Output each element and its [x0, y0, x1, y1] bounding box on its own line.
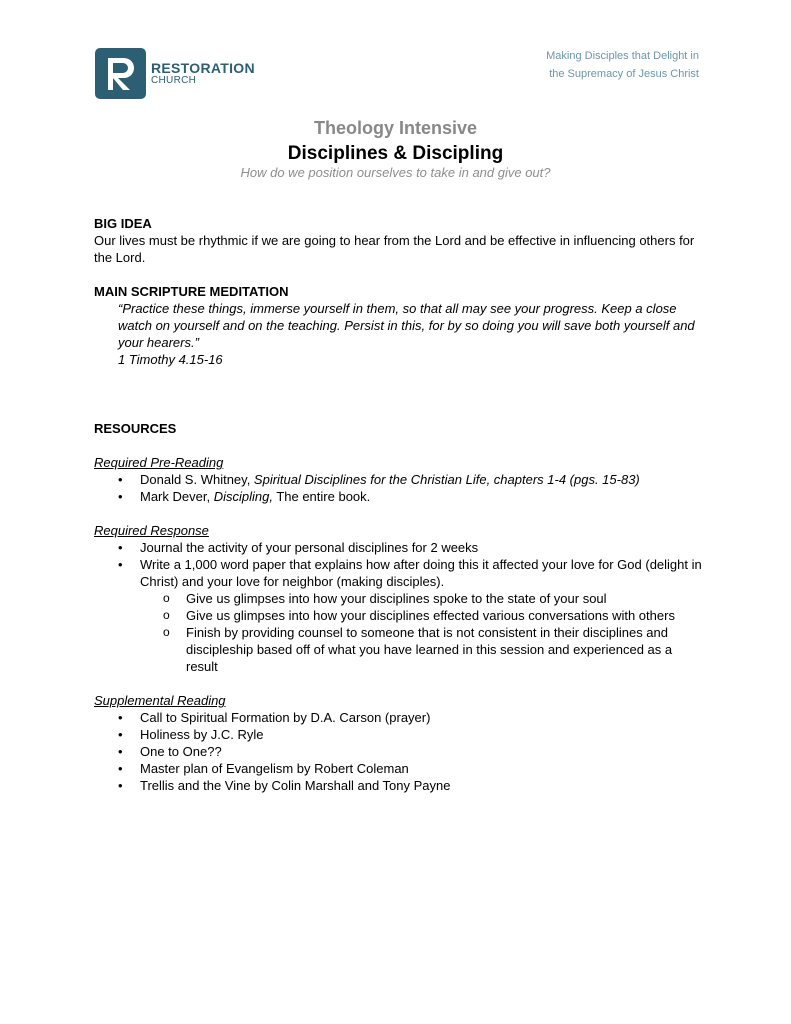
item-note: The entire book. — [272, 489, 371, 504]
supplemental-heading: Supplemental Reading — [94, 693, 226, 708]
church-logo — [95, 48, 255, 99]
big-idea-heading: BIG IDEA — [94, 216, 152, 231]
response-list — [94, 539, 704, 675]
scripture-heading: MAIN SCRIPTURE MEDITATION — [94, 284, 289, 299]
tagline — [546, 47, 699, 83]
response-sublist — [140, 590, 704, 675]
logo-wordmark — [151, 61, 255, 86]
page-title: Disciplines & Discipling — [287, 143, 504, 164]
big-idea-text: Our lives must be rhythmic if we are going to hear from the Lord and be effective in influencing others for the Lord. — [94, 233, 695, 265]
scripture-quote: “Practice these things, immerse yourself in them, so that all may see your progress. Keep a close watch on yourself and on the teaching. Persist in this, for by so doing you will save both yourself and your hearers.” — [118, 301, 695, 350]
list-item — [94, 556, 704, 675]
list-item: • Holiness by J.C. Ryle — [94, 726, 704, 743]
tagline-line-2: the Supremacy of Jesus Christ — [549, 68, 699, 80]
logo-name: RESTORATION — [151, 60, 255, 76]
supplemental-list — [94, 709, 704, 794]
list-item — [94, 488, 704, 505]
document-body — [94, 215, 704, 794]
pre-reading-list — [94, 471, 704, 505]
item-author: Donald S. Whitney, — [140, 472, 254, 487]
resources-heading: RESOURCES — [94, 421, 177, 436]
item-author: Mark Dever, — [140, 489, 214, 504]
sub-list-item: o Give us glimpses into how your disciplines spoke to the state of your soul — [140, 590, 704, 607]
item-book: Spiritual Disciplines for the Christian Life, chapters 1-4 (pgs. 15-83) — [253, 472, 640, 487]
list-item: • Call to Spiritual Formation by D.A. Carson (prayer) — [94, 709, 704, 726]
tagline-line-1: Making Disciples that Delight in — [546, 50, 699, 62]
scripture-reference: 1 Timothy 4.15-16 — [118, 352, 223, 367]
list-item: • One to One?? — [94, 743, 704, 760]
logo-mark-icon — [95, 48, 146, 99]
pre-reading-heading: Required Pre-Reading — [94, 455, 224, 470]
response-heading: Required Response — [94, 523, 209, 538]
sub-list-item: o Finish by providing counsel to someone that is not consistent in their disciplines and discipleship based off of what you have learned in this session and experienced as a result — [140, 624, 704, 675]
course-kicker: Theology Intensive — [313, 118, 478, 138]
sub-list-item: o Give us glimpses into how your disciplines effected various conversations with others — [140, 607, 704, 624]
list-item: • Master plan of Evangelism by Robert Coleman — [94, 760, 704, 777]
list-item: • Trellis and the Vine by Colin Marshall and Tony Payne — [94, 777, 704, 794]
page-subtitle: How do we position ourselves to take in and give out? — [240, 165, 551, 180]
item-book: Discipling, — [213, 489, 273, 504]
list-item: • Journal the activity of your personal disciplines for 2 weeks — [94, 539, 704, 556]
r-letter-icon — [104, 56, 138, 92]
logo-sub: CHURCH — [151, 75, 197, 86]
list-item — [94, 471, 704, 488]
list-item-text: Write a 1,000 word paper that explains how after doing this it affected your love for God (delight in Christ) and your love for neighbor (making disciples). — [140, 557, 702, 589]
